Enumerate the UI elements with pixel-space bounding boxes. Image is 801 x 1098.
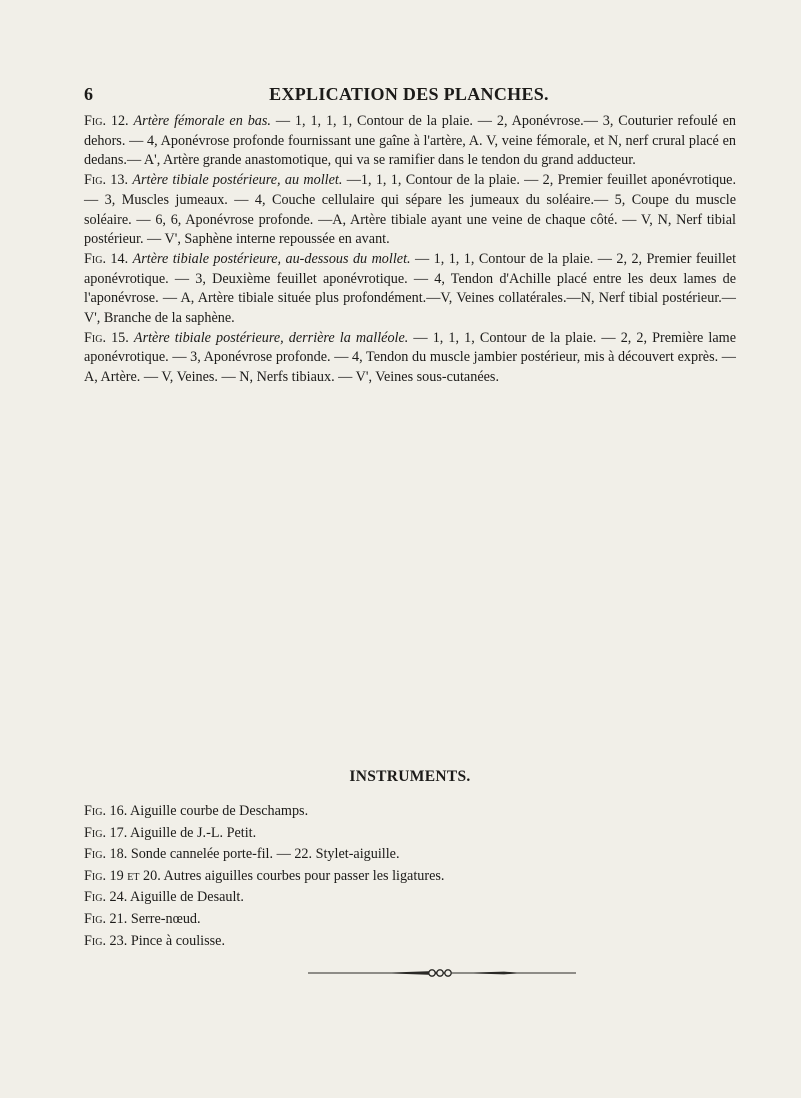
figure-caption: Artère tibiale postérieure, derrière la malléole. xyxy=(133,329,409,346)
instrument-entry xyxy=(84,931,736,953)
figure-entry xyxy=(84,250,736,329)
instrument-text: Aiguille de J.-L. Petit. xyxy=(130,824,257,841)
figure-text: — 1, 1, 1, 1, Contour de la plaie. — 2, Aponévrose.— 3, Couturier refoulé en dehors. — 4, Aponévrose profonde fournissant une gaîne à l'artère, A. V, veine fémorale, et N, nerf crural placé en dedans.— A', Artère grande anastomotique, qui va se ramifier dans le tendon du grand adducteur. xyxy=(84,113,737,169)
section-heading: INSTRUMENTS. xyxy=(349,768,471,785)
instrument-entry xyxy=(84,844,736,866)
figure-label: Fig. 19 et 20. xyxy=(84,867,161,884)
instrument-text: Aiguille de Desault. xyxy=(130,889,244,906)
instrument-text: Aiguille courbe de Deschamps. xyxy=(130,803,309,819)
figure-entry xyxy=(84,112,736,171)
instruments-list xyxy=(84,801,736,952)
figure-label: Fig. 24. xyxy=(84,889,128,906)
figure-label: Fig. 16. xyxy=(84,803,128,819)
figure-label: Fig. 15. xyxy=(84,329,129,346)
figure-label: Fig. 21. xyxy=(84,910,128,927)
figure-text: —1, 1, 1, Contour de la plaie. — 2, Premier feuillet aponévrotique. — 3, Muscles jumeaux. — 4, Couche cellulaire qui sépare les jumeaux du soléaire.— 5, Coupe du muscle soléaire. — 6, 6, Aponévrose profonde. —A, Artère tibiale ayant une veine de chaque côté. — V, N, Nerf tibial postérieur. — V', Saphène interne repoussée en avant. xyxy=(84,172,737,248)
figure-label: Fig. 17. xyxy=(84,824,128,841)
figure-label: Fig. 12. xyxy=(84,113,129,129)
figure-caption: Artère fémorale en bas. xyxy=(133,113,271,129)
instrument-entry xyxy=(84,866,736,888)
explanations xyxy=(84,112,736,388)
figure-entry xyxy=(84,329,736,388)
figure-label: Fig. 13. xyxy=(84,172,129,189)
figure-text: — 1, 1, 1, Contour de la plaie. — 2, 2, Première lame aponévrotique. — 3, Aponévrose profonde. — 4, Tendon du muscle jambier postérieur, mis à découvert exprès. — A, Artère. — V, Veines. — N, Nerfs tibiaux. — V', Veines sous-cutanées. xyxy=(84,329,737,386)
figure-caption: Artère tibiale postérieure, au-dessous du mollet. xyxy=(132,250,411,267)
figure-label: Fig. 18. xyxy=(84,846,128,863)
instrument-text: Autres aiguilles courbes pour passer les ligatures. xyxy=(163,867,445,884)
instrument-entry xyxy=(84,909,736,931)
instrument-text: Pince à coulisse. xyxy=(130,932,225,949)
instrument-entry xyxy=(84,801,736,823)
figure-label: Fig. 14. xyxy=(84,250,129,267)
running-title: EXPLICATION DES PLANCHES. xyxy=(269,84,549,104)
figure-label: Fig. 23. xyxy=(84,932,128,949)
ornament-divider-icon xyxy=(308,966,576,980)
instrument-entry xyxy=(84,887,736,909)
instrument-entry xyxy=(84,823,736,845)
instrument-text: Sonde cannelée porte-fil. — 22. Stylet-aiguille. xyxy=(130,846,400,863)
instrument-text: Serre-nœud. xyxy=(130,910,201,927)
page-header xyxy=(84,84,734,108)
figure-caption: Artère tibiale postérieure, au mollet. xyxy=(132,172,343,189)
figure-entry xyxy=(84,171,736,250)
figure-text: — 1, 1, 1, Contour de la plaie. — 2, 2, Premier feuillet aponévrotique. — 3, Deuxième feuillet aponévrotique. — 4, Tendon d'Achille placé entre les deux lames de l'aponévrose. — A, Artère tibiale située plus profondément.—V, Veines collatérales.—N, Nerf tibial postérieur.—V', Branche de la saphène. xyxy=(84,250,737,327)
page-number: 6 xyxy=(84,84,93,104)
